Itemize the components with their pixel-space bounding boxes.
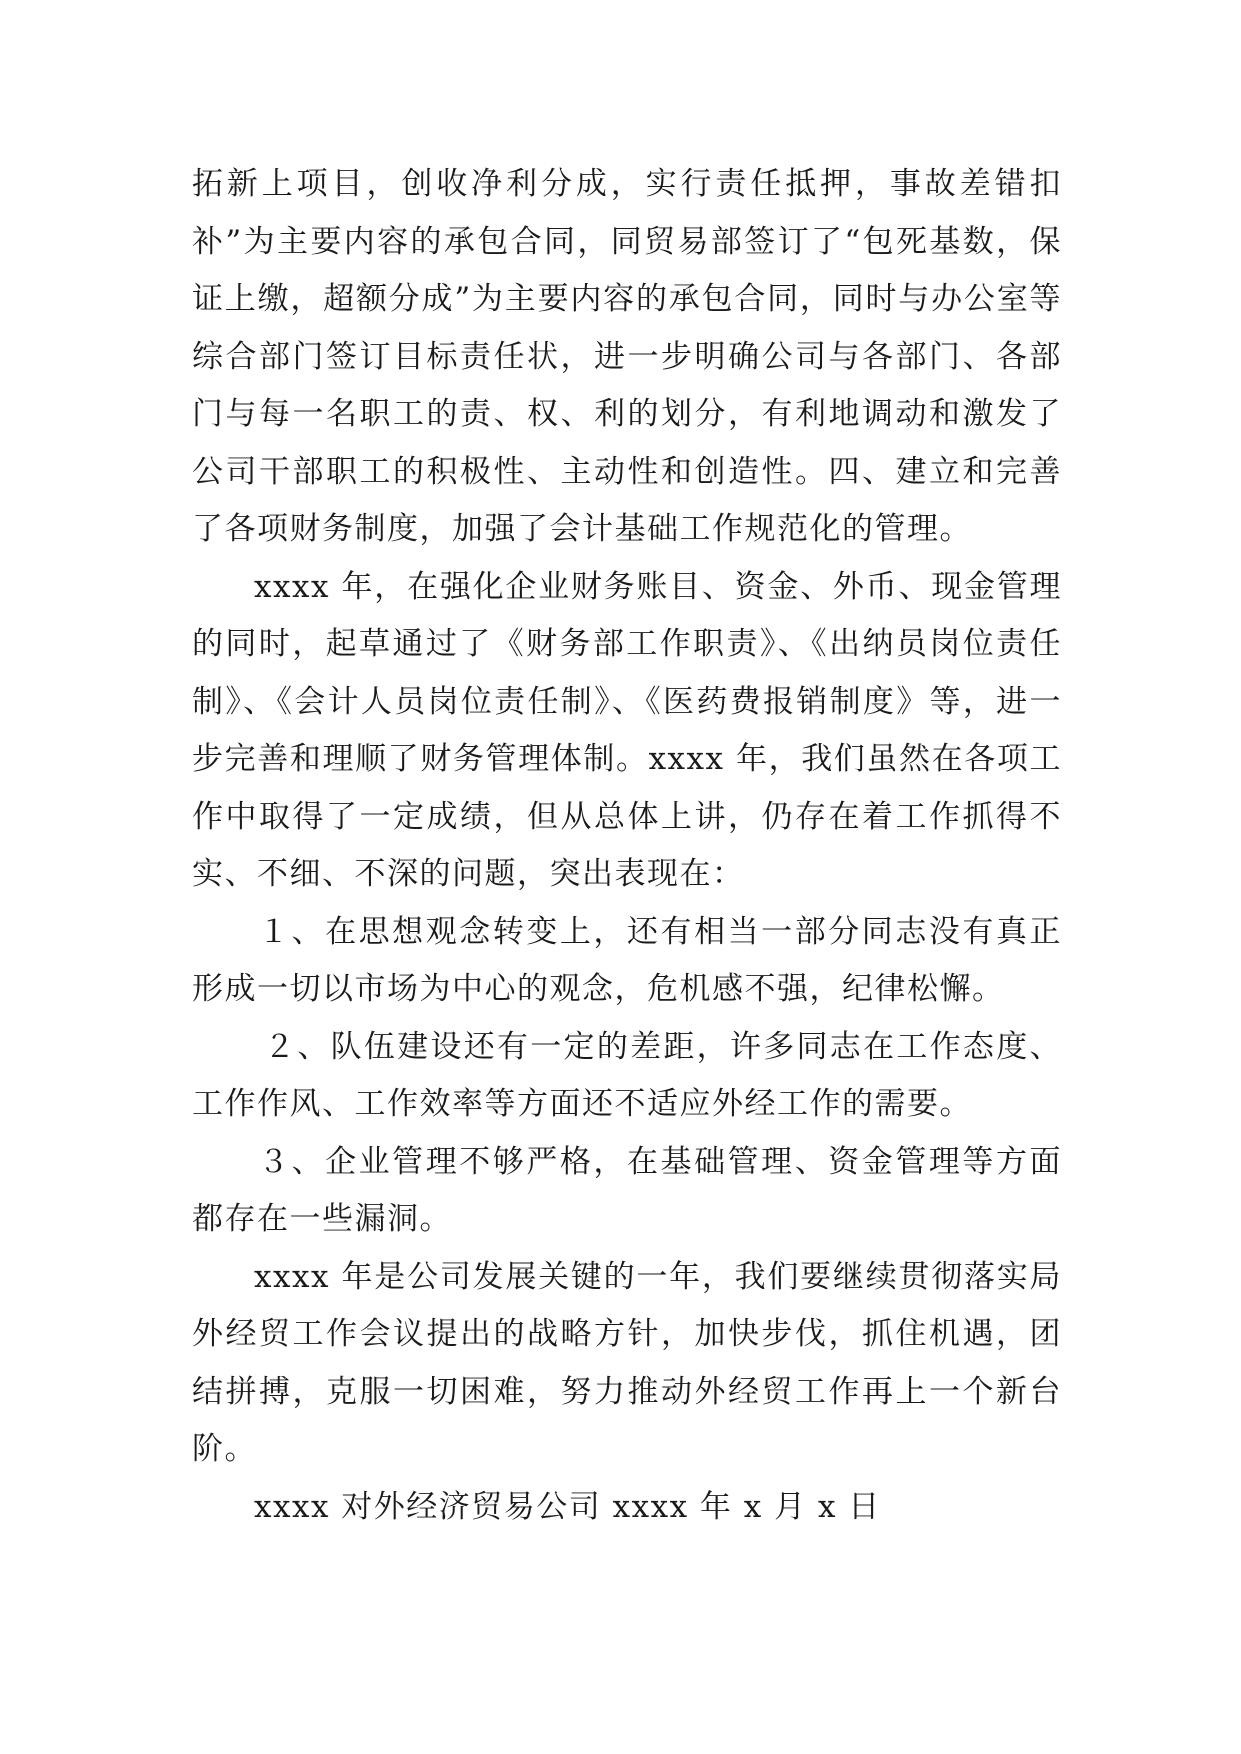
document-body (192, 156, 1062, 1536)
paragraph-issue-1: １、在思想观念转变上，还有相当一部分同志没有真正形成一切以市场为中心的观念，危机感不强，纪律松懈。 (192, 913, 1062, 1007)
paragraph-issue-3: ３、企业管理不够严格，在基础管理、资金管理等方面都存在一些漏洞。 (192, 1143, 1062, 1237)
signature-line: xxxx 对外经济贸易公司 xxxx 年 x 月 x 日 (254, 1488, 881, 1525)
paragraph-issue-2: ２、队伍建设还有一定的差距，许多同志在工作态度、工作作风、工作效率等方面还不适应外经工作的需要。 (192, 1028, 1062, 1122)
paragraph-finance-system: xxxx 年，在强化企业财务账目、资金、外币、现金管理的同时，起草通过了《财务部工作职责》、《出纳员岗位责任制》、《会计人员岗位责任制》、《医药费报销制度》等，进一步完善和理顺了财务管理体制。xxxx 年，我们虽然在各项工作中取得了一定成绩，但从总体上讲，仍存在着工作抓得不实、不细、不深的问题，突出表现在： (192, 568, 1062, 892)
paragraph-contract-and-finance: 拓新上项目，创收净利分成，实行责任抵押，事故差错扣补”为主要内容的承包合同，同贸易部签订了“包死基数，保证上缴，超额分成”为主要内容的承包合同，同时与办公室等综合部门签订目标责任状，进一步明确公司与各部门、各部门与每一名职工的责、权、利的划分，有利地调动和激发了公司干部职工的积极性、主动性和创造性。四、建立和完善了各项财务制度，加强了会计基础工作规范化的管理。 (192, 166, 1062, 547)
paragraph-outlook: xxxx 年是公司发展关键的一年，我们要继续贯彻落实局外经贸工作会议提出的战略方针，加快步伐，抓住机遇，团结拼搏，克服一切困难，努力推动外经贸工作再上一个新台阶。 (192, 1258, 1062, 1467)
